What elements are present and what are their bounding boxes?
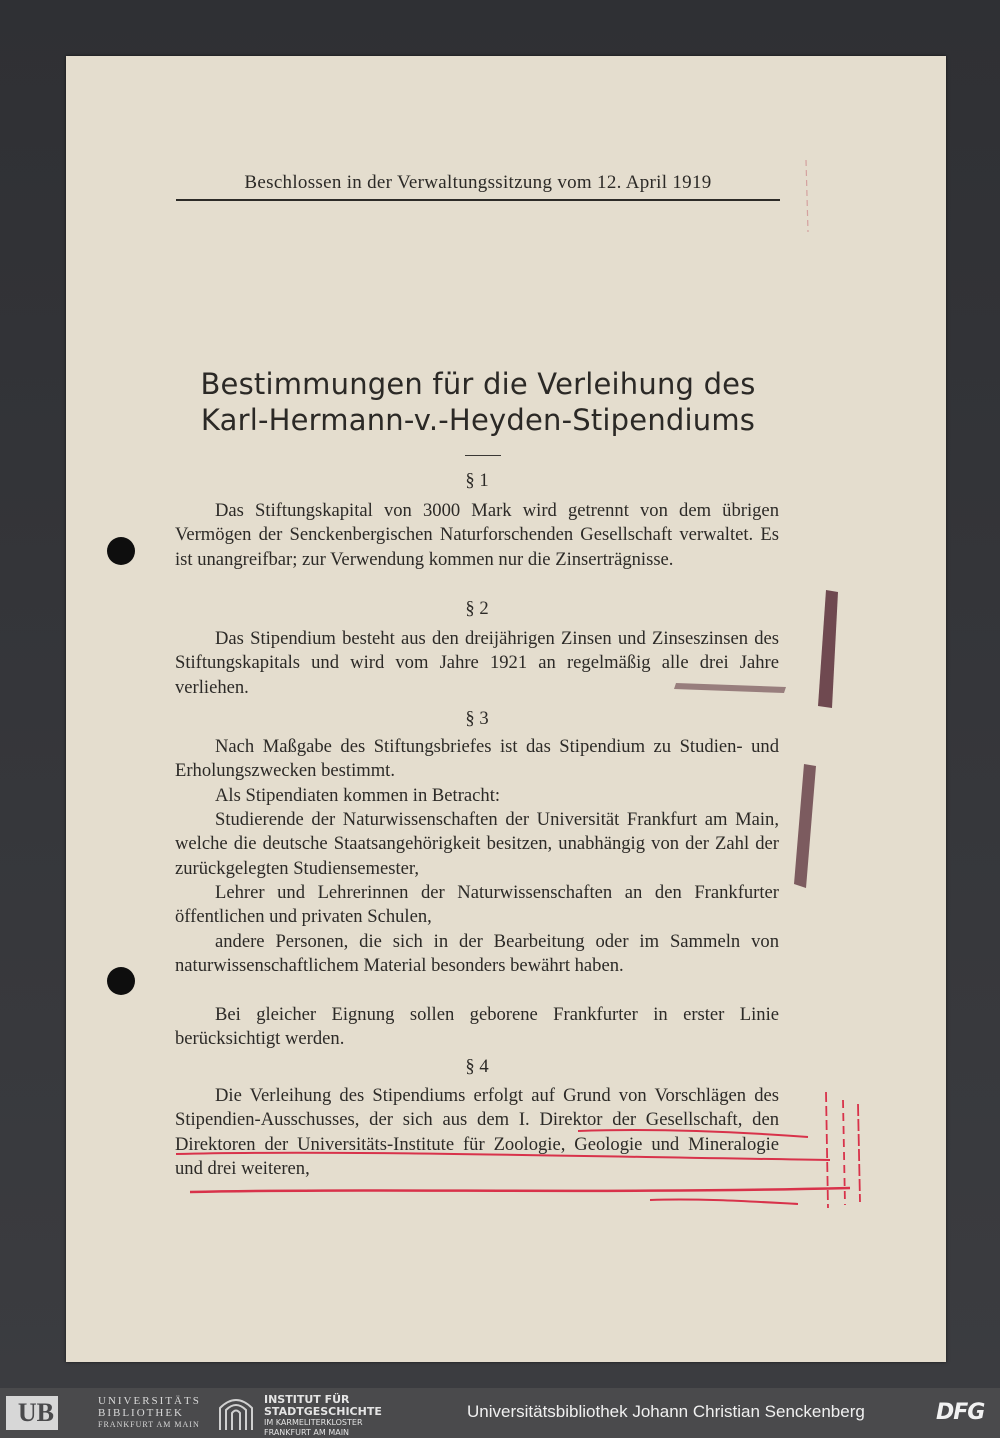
paragraph-3-5: andere Personen, die sich in der Bearbeitung oder im Sammeln von naturwissenschaftlichem Material besonders bewährt haben. <box>175 931 779 977</box>
paragraph-3-2: Als Stipendiaten kommen in Betracht: <box>215 785 501 806</box>
document-title <box>176 366 780 438</box>
section-heading-1: § 1 <box>465 470 489 491</box>
library-name: Universitätsbibliothek Johann Christian Senckenberg <box>467 1402 865 1421</box>
isg-logo-icon <box>216 1394 256 1432</box>
ub-logo-icon: UB <box>6 1396 58 1430</box>
paragraph-1-1: Das Stiftungskapital von 3000 Mark wird getrennt von dem übrigen Vermögen der Senckenbergischen Naturforschenden Gesellschaft verwaltet. Es ist unangreifbar; zur Verwendung kommen nur die Zinserträgnisse. <box>175 500 779 570</box>
resolution-date-line: Beschlossen in der Verwaltungssitzung vom 12. April 1919 <box>244 172 712 193</box>
footer-bar <box>0 1388 1000 1438</box>
dfg-logo: DFG <box>936 1400 985 1425</box>
paragraph-3-4: Lehrer und Lehrerinnen der Naturwissenschaften an den Frankfurter öffentlichen und privaten Schulen, <box>175 882 779 928</box>
ub-logo-text: UNIVERSITÄTS BIBLIOTHEK FRANKFURT AM MAIN <box>98 1395 201 1429</box>
title-line-2: Karl-Hermann-v.-Heyden-Stipendiums <box>200 403 756 437</box>
title-line-1: Bestimmungen für die Verleihung des <box>200 367 756 401</box>
header-rule <box>176 199 780 201</box>
paragraph-4-1: Die Verleihung des Stipendiums erfolgt auf Grund von Vorschlägen des Stipendien-Ausschusses, der sich aus dem I. Direktor der Gesellschaft, den Direktoren der Universitäts-Institute für Zoologie, Geologie und Mineralogie und drei weiteren, <box>175 1085 779 1179</box>
section-heading-2: § 2 <box>465 598 489 619</box>
paragraph-3-3: Studierende der Naturwissenschaften der Universität Frankfurt am Main, welche die deutsche Staatsangehörigkeit besitzen, unabhängig von der Zahl der zurückgelegten Studiensemester, <box>175 809 779 879</box>
paragraph-3-1: Nach Maßgabe des Stiftungsbriefes ist das Stipendium zu Studien- und Erholungszwecken bestimmt. <box>175 736 779 782</box>
section-heading-3: § 3 <box>465 708 489 729</box>
isg-logo-text: INSTITUT FÜR STADTGESCHICHTE IM KARMELITERKLOSTER FRANKFURT AM MAIN <box>264 1393 382 1437</box>
section-heading-4: § 4 <box>465 1056 489 1077</box>
punch-hole-upper <box>107 537 135 565</box>
title-rule <box>465 455 501 456</box>
paragraph-2-1: Das Stipendium besteht aus den dreijährigen Zinsen und Zinseszinsen des Stiftungskapitals und wird vom Jahre 1921 an regelmäßig alle drei Jahre verliehen. <box>175 628 779 698</box>
punch-hole-lower <box>107 967 135 995</box>
paragraph-3-6: Bei gleicher Eignung sollen geborene Frankfurter in erster Linie berücksichtigt werden. <box>175 1004 779 1050</box>
